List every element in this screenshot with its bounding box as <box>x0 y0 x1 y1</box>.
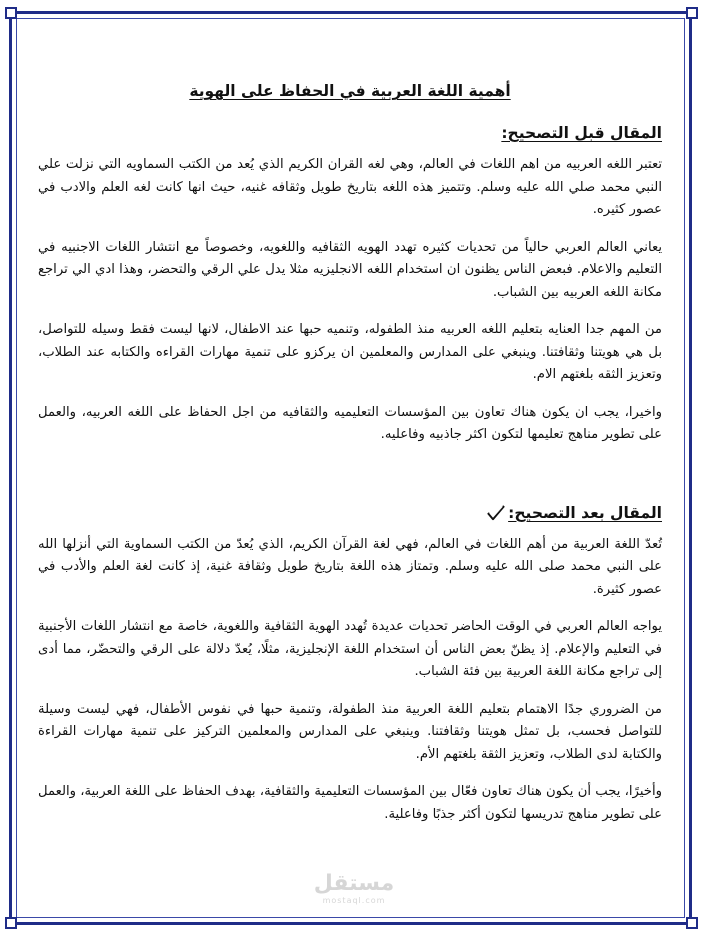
section-heading-after <box>38 502 662 524</box>
after-paragraph-4: وأخيرًا، يجب أن يكون هناك تعاون فعّال بين المؤسسات التعليمية والثقافية، بهدف الحفاظ على اللغة العربية، والعمل على تطوير مناهج تدريسها لتكون أكثر جذبًا وفاعلية. <box>38 784 662 822</box>
before-paragraph-2: يعاني العالم العربي حالياً من تحديات كثيره تهدد الهويه الثقافيه واللغويه، وخصوصاً مع انتشار اللغات الاجنبيه في التعليم والاعلام. فبعض الناس يظنون ان استخدام اللغه الانجليزيه مثلا يدل علي الرقي والتحضر، وهذا ادي الي تراجع مكانة اللغه العربيه بين الشباب. <box>38 239 662 300</box>
document-body <box>38 82 662 841</box>
after-paragraph-2: يواجه العالم العربي في الوقت الحاضر تحديات عديدة تُهدد الهوية الثقافية واللغوية، خاصة مع انتشار اللغات الأجنبية في التعليم والإعلام. إذ يظنّ بعض الناس أن استخدام اللغة الإنجليزية، مثلًا، يُعدّ دلالة على الرقي والتحضّر، مما أدى إلى تراجع مكانة اللغة العربية بين فئة الشباب. <box>38 619 662 679</box>
check-icon <box>486 504 506 522</box>
section-heading-before-text: المقال قبل التصحيح: <box>501 124 662 142</box>
section-heading-before <box>38 122 662 144</box>
border-corner-ornament <box>686 917 698 929</box>
watermark-text: مستقل <box>313 871 395 896</box>
before-paragraph-1: تعتبر اللغه العربيه من اهم اللغات في العالم، وهي لغه القران الكريم الذي يُعد من الكتب السماويه التي نزلت علي النبي محمد صلي الله عليه وسلم. وتتميز هذه اللغه بتاريخ طويل وثقافه غنيه، حيث انها كانت لغه العلم والادب في عصور كثيره. <box>38 157 662 217</box>
section-heading-after-text: المقال بعد التصحيح: <box>508 503 662 522</box>
border-corner-ornament <box>5 7 17 19</box>
border-corner-ornament <box>5 917 17 929</box>
after-paragraph-1: تُعدّ اللغة العربية من أهم اللغات في العالم، فهي لغة القرآن الكريم، الذي يُعدّ من الكتب السماوية التي أنزلها الله على النبي محمد صلى الله عليه وسلم. وتمتاز هذه اللغة بتاريخ طويل وثقافة غنية، إذ كانت لغة العلم والأدب في عصور كثيرة. <box>38 536 662 597</box>
document-title: أهمية اللغة العربية في الحفاظ على الهوية <box>189 82 511 100</box>
after-paragraph-3: من الضروري جدًا الاهتمام بتعليم اللغة العربية منذ الطفولة، وتنمية حبها في نفوس الأطفال، فهي ليست وسيلة للتواصل فحسب، بل تمثل هويتنا وثقافتنا. وينبغي على المدارس والمعلمين التركيز على تنمية مهارات القراءة والكتابة لدى الطلاب، وتعزيز الثقة بلغتهم الأم. <box>38 701 662 762</box>
before-paragraph-4: واخيرا، يجب ان يكون هناك تعاون بين المؤسسات التعليميه والثقافيه من اجل الحفاظ على اللغه العربيه، والعمل على تطوير مناهج تعليمها لتكون اكثر جاذبيه وفاعليه. <box>38 404 662 442</box>
before-paragraph-3: من المهم جدا العنايه بتعليم اللغه العربيه منذ الطفوله، وتنميه حبها عند الاطفال، لانها ليست فقط وسيله للتواصل، بل هي هويتنا وثقافتنا. وينبغي على المدارس والمعلمين ان يركزو على تنمية مهارات القراءه والكتابه عند الطلاب، وتعزيز الثقه بلغتهم الام. <box>38 322 662 382</box>
section-spacer <box>38 462 662 502</box>
watermark-subtext: mostaql.com <box>322 896 386 905</box>
border-corner-ornament <box>686 7 698 19</box>
